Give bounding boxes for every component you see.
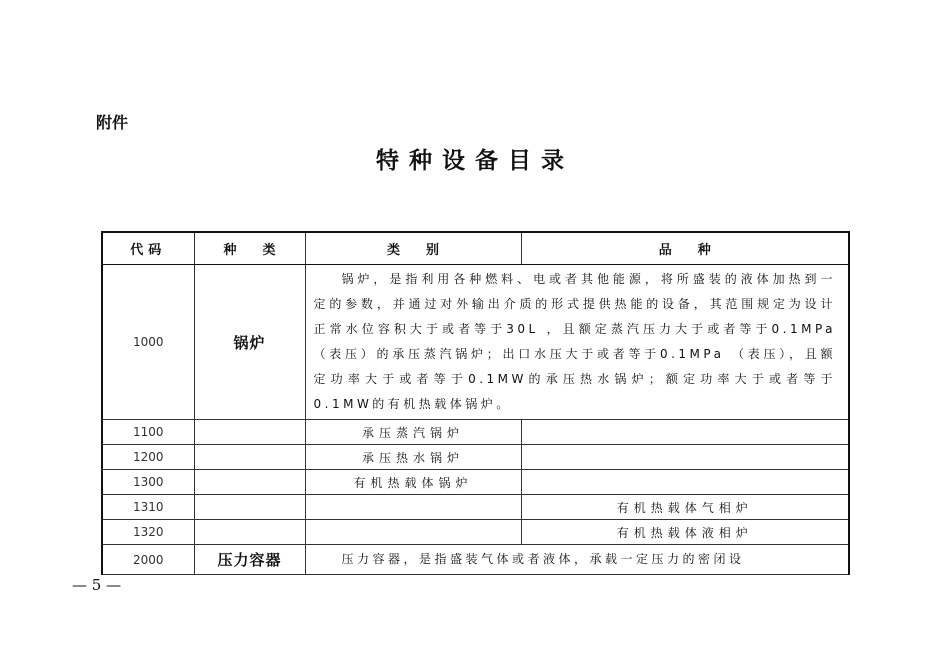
table-row xyxy=(103,470,848,495)
table-row xyxy=(103,495,848,520)
category-cell xyxy=(305,495,521,520)
kind-cell xyxy=(194,445,305,470)
kind-cell xyxy=(194,495,305,520)
table-row xyxy=(103,520,848,545)
code-cell: 1300 xyxy=(103,470,194,495)
kind-cell xyxy=(194,420,305,445)
table-row xyxy=(103,420,848,445)
category-cell xyxy=(305,520,521,545)
table-row xyxy=(103,545,848,575)
code-cell: 1320 xyxy=(103,520,194,545)
catalog-table-frame xyxy=(101,231,850,575)
code-cell: 1310 xyxy=(103,495,194,520)
description-text: 锅炉，是指利用各种燃料、电或者其他能源，将所盛装的液体加热到一定的参数，并通过对外输出介质的形式提供热能的设备，其范围规定为设计正常水位容积大于或者等于30L ，且额定蒸汽压力大于或者等于0.1MPa （表压）的承压蒸汽锅炉；出口水压大于或者等于0.1MPa （表压），且额定功率大于或者等于0.1MW的承压热水锅炉；额定功率大于或者等于0.1MW的有机热载体锅炉。 xyxy=(313,272,836,411)
category-cell: 承压热水锅炉 xyxy=(305,445,521,470)
header-variety: 品 种 xyxy=(521,233,848,265)
code-cell: 1200 xyxy=(103,445,194,470)
header-code: 代码 xyxy=(103,233,194,265)
page-title: 特种设备目录 xyxy=(376,147,574,174)
kind-cell: 锅炉 xyxy=(194,265,305,420)
attachment-label: 附件 xyxy=(96,113,129,132)
description-text: 压力容器，是指盛装气体或者液体，承载一定压力的密闭设 xyxy=(341,552,745,566)
header-row xyxy=(103,233,848,265)
description-cell xyxy=(305,545,848,575)
variety-cell: 有机热载体液相炉 xyxy=(521,520,848,545)
kind-cell: 压力容器 xyxy=(194,545,305,575)
table-row xyxy=(103,445,848,470)
code-cell: 1000 xyxy=(103,265,194,420)
variety-cell xyxy=(521,470,848,495)
header-kind: 种 类 xyxy=(194,233,305,265)
code-cell: 2000 xyxy=(103,545,194,575)
table-row xyxy=(103,265,848,420)
category-cell: 承压蒸汽锅炉 xyxy=(305,420,521,445)
page-number: — 5 — xyxy=(72,576,122,594)
catalog-table xyxy=(103,233,848,575)
code-cell: 1100 xyxy=(103,420,194,445)
header-category: 类 别 xyxy=(305,233,521,265)
category-cell: 有机热载体锅炉 xyxy=(305,470,521,495)
description-cell xyxy=(305,265,848,420)
variety-cell xyxy=(521,420,848,445)
kind-cell xyxy=(194,520,305,545)
variety-cell xyxy=(521,445,848,470)
variety-cell: 有机热载体气相炉 xyxy=(521,495,848,520)
kind-cell xyxy=(194,470,305,495)
